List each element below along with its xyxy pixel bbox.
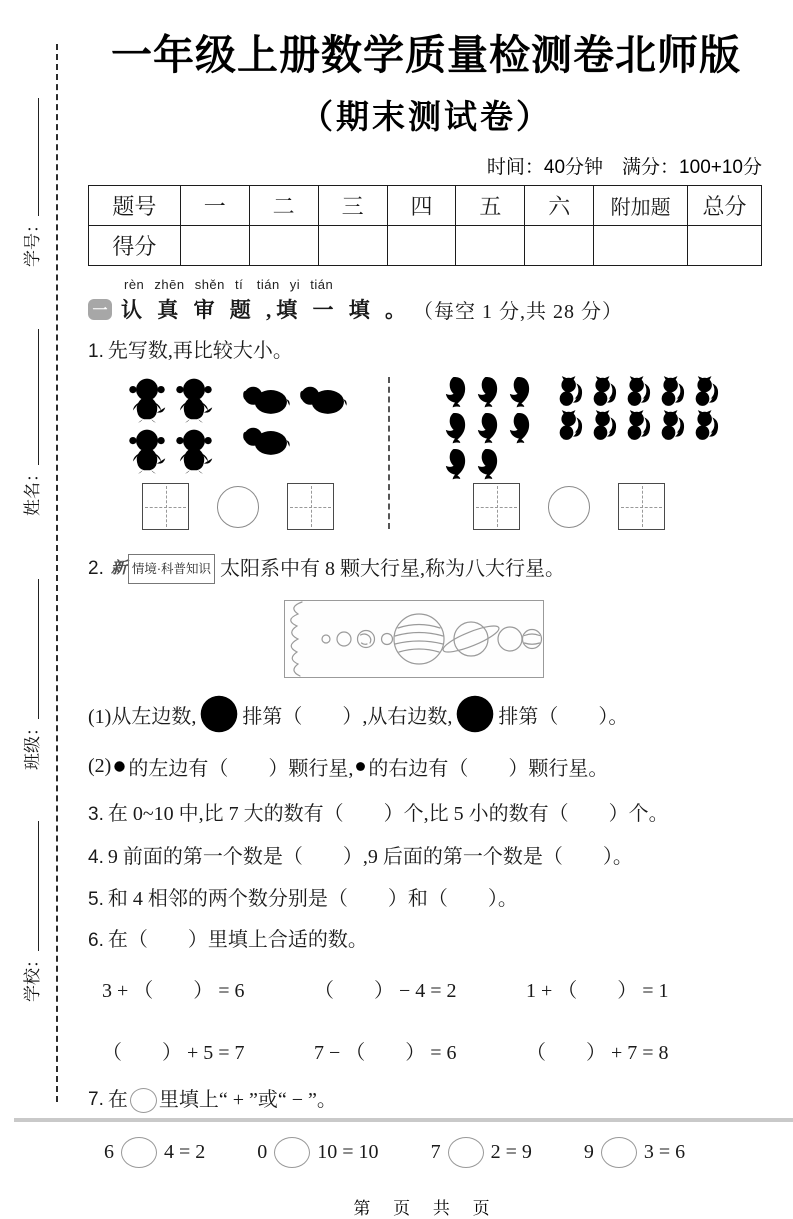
question-6-text: 在（ ）里填上合适的数。	[107, 929, 368, 951]
score-col-5: 五	[456, 186, 525, 226]
squirrel-icon	[623, 409, 652, 441]
score-cell	[688, 226, 762, 266]
section-pinyin: rèn zhēn shěn tí tián yi tián	[124, 277, 334, 292]
monkey-icon	[173, 426, 215, 475]
question-2-1	[88, 694, 764, 734]
section-points: （每空 1 分,共 28 分）	[413, 300, 623, 323]
jupiter-icon	[394, 614, 444, 664]
mercury-icon	[322, 635, 330, 643]
equation: （ ） + 7 = 8	[526, 1042, 669, 1064]
page-footer: 第 页 共 页	[353, 1199, 499, 1218]
venus-icon	[337, 632, 351, 646]
question-3-text: 在 0~10 中,比 7 大的数有（ ）个,比 5 小的数有（ ）个。	[107, 803, 669, 825]
section-title: 认 真 审 题 ,填 一 填 。	[121, 298, 411, 322]
operator-circle	[601, 1137, 637, 1168]
question-3	[88, 801, 764, 828]
elephant-icon	[241, 422, 293, 461]
earth-icon	[358, 631, 375, 648]
squirrel-icon	[657, 375, 686, 407]
score-col-2: 二	[249, 186, 318, 226]
score-col-4: 四	[387, 186, 456, 226]
page-subtitle: （期末测试卷）	[300, 98, 552, 135]
dolphin-icon	[442, 375, 469, 409]
question-1-text: 先写数,再比较大小。	[107, 340, 293, 362]
equation: 7 2 = 9	[431, 1137, 532, 1168]
monkey-icon	[126, 426, 168, 475]
dolphin-icon	[474, 447, 501, 481]
question-4	[88, 844, 764, 871]
question-1-number: 1.	[88, 341, 104, 362]
question-1-figure	[88, 375, 764, 535]
question-5-number: 5.	[88, 889, 104, 910]
student-id-blank	[21, 98, 39, 216]
question-4-text: 9 前面的第一个数是（ ）,9 后面的第一个数是（ ）。	[107, 846, 633, 868]
class-field	[16, 564, 44, 770]
question-1	[88, 338, 764, 365]
score-col-6: 六	[525, 186, 594, 226]
squirrel-icon	[657, 409, 686, 441]
monkey-group	[126, 375, 215, 477]
question-3-number: 3.	[88, 804, 104, 825]
score-cell	[525, 226, 594, 266]
question-4-number: 4.	[88, 847, 104, 868]
section-one-header	[88, 274, 764, 324]
score-col-total: 总分	[688, 186, 762, 226]
equation: 7 − （ ） = 6	[314, 1042, 457, 1064]
planet-icon	[113, 760, 126, 773]
dolphin-icon	[442, 447, 469, 481]
number-writing-box	[142, 483, 189, 530]
question-6-equations	[102, 974, 764, 1065]
question-6	[88, 927, 764, 954]
question-7-part2: 里填上“ + ”或“ − ”。	[158, 1089, 337, 1111]
solar-system-figure	[284, 600, 544, 678]
question-2-1-part3: 排第（ ）。	[498, 705, 629, 728]
score-table	[88, 185, 762, 266]
class-blank	[21, 579, 39, 719]
equation: 1 + （ ） = 1	[526, 980, 669, 1002]
question-2	[88, 554, 764, 584]
page-title: 一年级上册数学质量检测卷北师版	[111, 32, 741, 78]
dolphin-icon	[506, 411, 533, 445]
question-2-1-part2: 排第（ ）,从右边数,	[242, 705, 453, 728]
question-7	[88, 1087, 764, 1113]
school-label: 学校：	[22, 951, 42, 1002]
section-number-badge: 一	[88, 299, 112, 320]
comparison-circle	[217, 486, 259, 528]
jupiter-icon	[455, 694, 495, 734]
school-field	[16, 802, 44, 1002]
question-2-2-part3: 的右边有（ ）颗行星。	[368, 758, 609, 780]
equation: 0 10 = 10	[257, 1137, 378, 1168]
score-table-score-row	[89, 226, 762, 266]
name-field	[16, 314, 44, 516]
question-5	[88, 886, 764, 913]
squirrel-icon	[623, 375, 652, 407]
question-2-2-part1: (2)	[88, 755, 112, 777]
number-writing-box	[473, 483, 520, 530]
planet-icon	[355, 761, 366, 772]
elephant-group	[241, 381, 350, 463]
dolphin-icon	[474, 375, 501, 409]
equation: 3 + （ ） = 6	[102, 980, 245, 1002]
score-cell	[456, 226, 525, 266]
exam-meta: 时间：40分钟 满分：100+10分	[486, 157, 762, 178]
elephant-icon	[298, 381, 350, 420]
score-table-header-row	[89, 186, 762, 226]
number-writing-box	[618, 483, 665, 530]
score-cell	[387, 226, 456, 266]
squirrel-icon	[589, 375, 618, 407]
question-2-1-part1: (1)从左边数,	[88, 705, 197, 728]
science-knowledge-badge: 情境·科普知识	[128, 554, 215, 584]
comparison-circle	[548, 486, 590, 528]
operator-circle	[121, 1137, 157, 1168]
squirrel-icon	[589, 409, 618, 441]
question-7-number: 7.	[88, 1089, 104, 1110]
operator-circle	[448, 1137, 484, 1168]
operator-circle	[130, 1088, 157, 1113]
jupiter-icon	[199, 694, 239, 734]
equation: （ ） + 5 = 7	[102, 1042, 245, 1064]
score-cell	[594, 226, 688, 266]
question-7-equations	[104, 1137, 764, 1168]
question-2-text: 太阳系中有 8 颗大行星,称为八大行星。	[220, 558, 566, 580]
monkey-icon	[173, 375, 215, 424]
name-label: 姓名：	[22, 465, 42, 516]
question-2-number: 2.	[88, 558, 104, 579]
sun-icon	[291, 602, 302, 676]
squirrel-icon	[691, 409, 720, 441]
squirrel-group	[555, 375, 720, 443]
school-blank	[21, 821, 39, 951]
equation: 9 3 = 6	[584, 1137, 685, 1168]
margin-dashed-line	[56, 44, 58, 1102]
score-col-3: 三	[318, 186, 387, 226]
score-cell	[249, 226, 318, 266]
exam-paper	[88, 0, 764, 1219]
dolphin-icon	[474, 411, 501, 445]
score-row-label: 得分	[89, 226, 181, 266]
mars-icon	[382, 634, 393, 645]
name-blank	[21, 329, 39, 465]
question-2-2	[88, 752, 764, 781]
question-6-number: 6.	[88, 930, 104, 951]
operator-circle	[274, 1137, 310, 1168]
class-label: 班级：	[22, 719, 42, 770]
neptune-icon	[523, 630, 542, 649]
elephant-icon	[241, 381, 293, 420]
dolphin-group	[442, 375, 533, 483]
score-table-corner: 题号	[89, 186, 181, 226]
equation: 6 4 = 2	[104, 1137, 205, 1168]
squirrel-icon	[691, 375, 720, 407]
new-badge: 新	[110, 560, 127, 577]
score-col-extra: 附加题	[594, 186, 688, 226]
equation: （ ） − 4 = 2	[314, 980, 457, 1002]
dolphin-icon	[506, 375, 533, 409]
score-cell	[318, 226, 387, 266]
score-col-1: 一	[180, 186, 249, 226]
squirrel-icon	[555, 409, 584, 441]
page-bottom-edge	[14, 1118, 793, 1122]
question-7-part1: 在	[107, 1089, 128, 1111]
uranus-icon	[498, 627, 522, 651]
monkey-icon	[126, 375, 168, 424]
question-5-text: 和 4 相邻的两个数分别是（ ）和（ ）。	[107, 888, 518, 910]
squirrel-icon	[555, 375, 584, 407]
question-2-2-part2: 的左边有（ ）颗行星,	[128, 758, 354, 780]
number-writing-box	[287, 483, 334, 530]
score-cell	[180, 226, 249, 266]
student-id-label: 学号：	[22, 216, 42, 267]
saturn-icon	[441, 621, 502, 656]
dolphin-icon	[442, 411, 469, 445]
student-id-field	[16, 83, 44, 267]
